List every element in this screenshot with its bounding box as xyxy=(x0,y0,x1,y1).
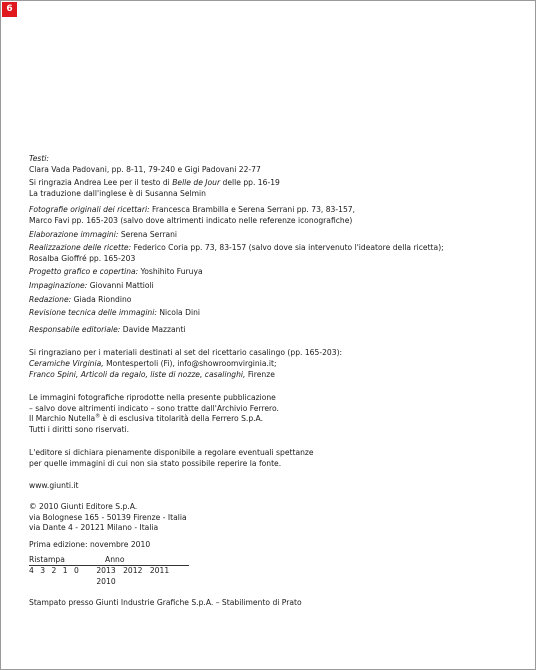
thanks-suffix: delle pp. 16-19 xyxy=(220,178,280,188)
print-run-row xyxy=(29,566,189,587)
copyright-line-2: via Bolognese 165 - 50139 Firenze - Italia xyxy=(29,512,187,522)
anno-header: Anno xyxy=(105,554,125,564)
thanks-prefix: Si ringrazia Andrea Lee per il testo di xyxy=(29,178,173,188)
materials-line-2-rest: Firenze xyxy=(245,369,275,379)
credit-value: Federico Coria pp. 73, 83-157 (salvo dove sia intervenuto l'ideatore della ricetta); xyxy=(131,243,444,253)
texts-label: Testi: xyxy=(29,154,49,163)
credit-value: Giada Riondino xyxy=(71,294,132,304)
credit-label: Redazione: xyxy=(29,294,72,304)
nutella-trademark: Il Marchio Nutella xyxy=(29,414,96,424)
images-notice-line-4: Tutti i diritti sono riservati. xyxy=(29,424,130,434)
materials-line-1-italic: Ceramiche Virginia, xyxy=(29,358,104,368)
credit-editing xyxy=(29,295,519,306)
credit-label: Progetto grafico e copertina: xyxy=(29,267,139,277)
publisher-notice-line-1: L'editore si dichiara pienamente disponibile a regolare eventuali spettanze xyxy=(29,448,314,458)
credit-label: Elaborazione immagini: xyxy=(29,229,119,239)
materials-line-1 xyxy=(29,359,519,370)
year-value: 2011 xyxy=(149,566,170,576)
colophon xyxy=(29,154,519,609)
texts-authors: Clara Vada Padovani, pp. 8-11, 79-240 e Gigi Padovani 22-77 xyxy=(29,164,261,174)
credit-continuation: Marco Favi pp. 165-203 (salvo dove altrimenti indicato nelle referenze iconografiche) xyxy=(29,215,353,225)
credit-recipes xyxy=(29,243,519,264)
credit-photos xyxy=(29,205,519,226)
page-number-badge: 6 xyxy=(2,2,17,17)
materials-line-2 xyxy=(29,370,519,381)
texts-thanks xyxy=(29,178,519,189)
credit-value: Serena Serrani xyxy=(118,229,178,239)
year-value: 2010 xyxy=(96,576,116,586)
trademark-owner: è di esclusiva titolarità della Ferrero S.p.A. xyxy=(100,414,264,424)
credit-layout xyxy=(29,281,519,292)
credit-image-review xyxy=(29,308,519,319)
materials-intro: Si ringraziano per i materiali destinati al set del ricettario casalingo (pp. 165-203): xyxy=(29,348,343,358)
credit-label: Revisione tecnica delle immagini: xyxy=(29,308,157,318)
year-values xyxy=(96,566,189,587)
first-edition: Prima edizione: novembre 2010 xyxy=(29,540,151,550)
responsible-editor xyxy=(29,325,519,336)
year-value: 2012 xyxy=(123,566,143,576)
texts-translation: La traduzione dall'inglese è di Susanna Selmin xyxy=(29,188,206,198)
credit-image-processing xyxy=(29,230,519,241)
publisher-notice-line-2: per quelle immagini di cui non sia stato possibile reperire la fonte. xyxy=(29,459,282,469)
registered-mark: ® xyxy=(95,413,101,420)
credit-label: Realizzazione delle ricette: xyxy=(29,243,132,253)
credit-label: Fotografie originali dei ricettari: xyxy=(29,205,150,215)
printer-line: Stampato presso Giunti Industrie Grafiche S.p.A. – Stabilimento di Prato xyxy=(29,598,302,608)
credit-label: Impaginazione: xyxy=(29,280,88,290)
images-notice-line-2: – salvo dove altrimenti indicato – sono tratte dall'Archivio Ferrero. xyxy=(29,403,279,413)
copyright-line-3: via Dante 4 - 20121 Milano - Italia xyxy=(29,523,159,533)
ristampa-header: Ristampa xyxy=(29,554,65,564)
credit-graphic-design xyxy=(29,267,519,278)
credit-continuation: Rosalba Gioffré pp. 165-203 xyxy=(29,253,136,263)
credit-value: Giovanni Mattioli xyxy=(87,280,154,290)
responsible-label: Responsabile editoriale: xyxy=(29,324,121,334)
website: www.giunti.it xyxy=(29,480,79,490)
responsible-value: Davide Mazzanti xyxy=(120,324,186,334)
credit-value: Nicola Dini xyxy=(156,308,201,318)
print-run-header xyxy=(29,555,189,567)
copyright-line-1: © 2010 Giunti Editore S.p.A. xyxy=(29,502,138,512)
print-run-table xyxy=(29,555,189,588)
year-value: 2013 xyxy=(96,566,116,576)
thanks-title: Belle de Jour xyxy=(172,178,221,188)
credit-value: Yoshihito Furuya xyxy=(138,267,203,277)
ristampa-values: 4 3 2 1 0 xyxy=(29,566,81,576)
images-notice-line-1: Le immagini fotografiche riprodotte nella presente pubblicazione xyxy=(29,393,276,403)
materials-line-1-rest: Montespertoli (Fi), info@showroomvirginia.it; xyxy=(103,358,277,368)
images-notice-line-3 xyxy=(29,414,519,425)
materials-line-2-italic: Franco Spini, Articoli da regalo, liste di nozze, casalinghi, xyxy=(29,369,246,379)
credit-value: Francesca Brambilla e Serena Serrani pp. 73, 83-157, xyxy=(149,205,356,215)
